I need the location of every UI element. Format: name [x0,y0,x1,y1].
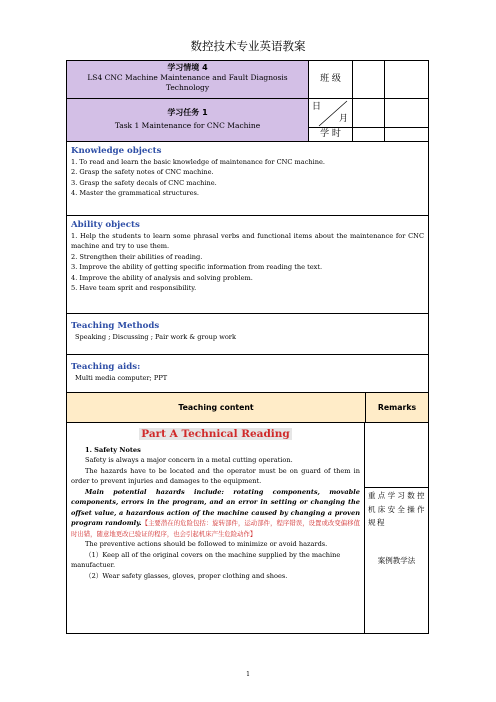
aids-heading: Teaching aids: [71,362,141,372]
document-title: 数控技术专业英语教案 [190,39,306,53]
scenario-line: LS4 CNC Machine Maintenance and Fault Diagnosis [87,73,288,82]
ability-item: 4. Improve the ability of analysis and solving problem. [71,273,253,282]
methods-row [66,313,429,354]
paragraph: Safety is always a major concern in a metal cutting operation. [85,456,293,464]
knowledge-item: 3. Grasp the safety decals of CNC machine. [71,178,217,187]
hazards-translation: 【主要潜在的危险包括：旋转部件，运动部件，程序错误，设置或改变偏移值时出错，随意地更改已验证的程序，也会引起机床产生危险动作】 [71,519,360,538]
knowledge-item: 1. To read and learn the basic knowledge of maintenance for CNC machine. [71,158,326,166]
ability-row [66,215,429,313]
remarks-key-point: 重点学习数控机床安全操作规程 [368,491,426,527]
date-value [353,99,384,128]
hours-label: 学 时 [320,129,341,139]
class-label: 班 级 [309,61,353,98]
section-title: 1. Safety Notes [85,445,141,454]
methods-section [67,314,428,354]
aids-text: Multi media computer; PPT [75,374,168,382]
aids-section [67,355,428,392]
task-label: 学习任务 1 [167,108,208,117]
scenario-label: 学习情境 4 [167,63,208,72]
teaching-content [67,423,365,633]
scenario-cell [67,61,309,98]
page-number: 1 [246,671,250,678]
content-row [66,422,429,634]
ability-item: 5. Have team sprit and responsibility. [71,284,197,293]
task-line: Task 1 Maintenance for CNC Machine [114,121,261,130]
part-title: Part A Technical Reading [141,428,290,440]
ability-item: 2. Strengthen their abilities of reading. [71,252,203,261]
methods-heading: Teaching Methods [71,321,160,331]
ability-item: 3. Improve the ability of getting specific information from reading the text. [71,263,323,272]
content-header-right: Remarks [377,403,417,412]
remarks-method: 案例教学法 [377,556,416,565]
remarks-divider [365,487,428,488]
ability-item: 1. Help the students to learn some phrasal verbs and functional items about the maintenance for CNC machine and try to use them. [71,232,424,251]
knowledge-section [67,142,428,215]
aids-row [66,354,429,392]
methods-text: Speaking ; Discussing ; Pair work & group work [75,333,236,341]
hazards-text: Main potential hazards include: rotating components, movable components, errors in the program, and an error in setting or changing the offset value, a hazardous action of the machine caused by changing a proven program randomly. [71,487,360,527]
paragraph: The preventive actions should be followed to minimize or avoid hazards. [85,540,328,548]
knowledge-heading: Knowledge objects [71,146,162,156]
ability-heading: Ability objects [71,220,140,230]
remarks-column [365,423,428,633]
lesson-plan-table [66,60,429,634]
knowledge-row [66,141,429,215]
scenario-row [66,60,429,98]
content-header-left: Teaching content [67,393,366,422]
date-cell [309,99,352,128]
class-value-1 [353,61,385,98]
date-hours-cell [309,99,353,141]
paragraph: （1）Keep all of the original covers on the machine supplied by the machine manufactuer. [71,550,341,569]
content-header-row [66,392,429,422]
scenario-line-2: Technology [165,83,210,92]
task-row [66,98,429,141]
knowledge-item: 4. Master the grammatical structures. [71,189,200,198]
month-label: 月 [338,114,348,124]
day-label: 日 [312,102,322,112]
date-values [353,99,385,141]
date-value-2 [385,99,428,128]
paragraph: （2）Wear safety glasses, gloves, proper clothing and shoes. [85,571,288,580]
class-value-2 [385,61,428,98]
knowledge-item: 2. Grasp the safety notes of CNC machine. [71,168,214,177]
hazards-paragraph [71,487,360,540]
date-values-2 [385,99,428,141]
ability-section [67,216,428,313]
task-cell [67,99,309,141]
paragraph: The hazards have to be located and the operator must be on guard of them in order to prevent injuries and damages to the equipment. [71,466,360,485]
